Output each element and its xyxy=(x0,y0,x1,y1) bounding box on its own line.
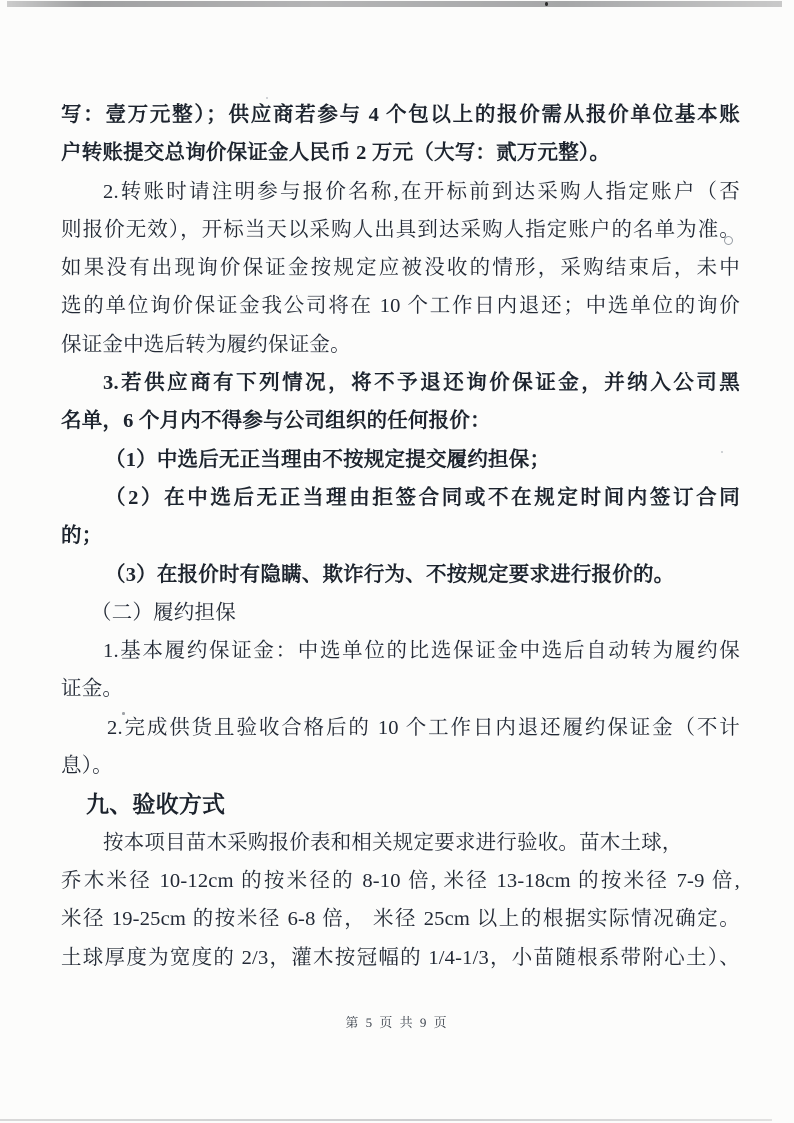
text-line: 名单，6 个月内不得参与公司组织的任何报价： xyxy=(61,410,491,433)
text-line: 3.若供应商有下列情况，将不予退还询价保证金，并纳入公司黑 xyxy=(103,372,740,395)
text-line: 户转账提交总询价保证金人民币 2 万元（大写：贰万元整）。 xyxy=(61,142,611,165)
para-1-basic-performance-deposit xyxy=(61,632,740,709)
text-line: 则报价无效），开标当天以采购人出具到达采购人指定账户的名单为准。 xyxy=(61,218,740,241)
item-1-no-performance-guarantee xyxy=(61,441,740,479)
scan-speck xyxy=(545,2,548,6)
text-line: 按本项目苗木采购报价表和相关规定要求进行验收。苗木土球， xyxy=(103,831,683,854)
text-line: （1）中选后无正当理由不按规定提交履约担保； xyxy=(105,448,551,471)
text-line: 如果没有出现询价保证金按规定应被没收的情形，采购结束后，未中 xyxy=(61,257,740,280)
para-deposit-amount-continued xyxy=(61,96,740,173)
text-line: （3）在报价时有隐瞒、欺诈行为、不按规定要求进行报价的。 xyxy=(105,563,675,586)
text-line: 乔木米径 10-12cm 的按米径的 8-10 倍, 米径 13-18cm 的按米径 7-9 倍, xyxy=(61,869,740,892)
document-body xyxy=(61,96,740,977)
heading-9-acceptance-method xyxy=(61,785,740,823)
text-line: 2.完成供货且验收合格后的 10 个工作日内退还履约保证金（不计 xyxy=(107,716,740,739)
text-line: 土球厚度为宽度的 2/3，灌木按冠幅的 1/4-1/3，小苗随根系带附心土）、 xyxy=(61,946,740,969)
text-line: 米径 19-25cm 的按米径 6-8 倍， 米径 25cm 以上的根据实际情况确定。 xyxy=(61,908,740,931)
text-line: 九、验收方式 xyxy=(86,791,226,818)
text-line: 写：壹万元整）；供应商若参与 4 个包以上的报价需从报价单位基本账 xyxy=(61,104,740,126)
para-2-transfer-instructions xyxy=(61,173,740,364)
scan-edge-bottom xyxy=(0,1119,772,1121)
text-line: （二）履约担保 xyxy=(91,601,236,624)
page-number-footer: 第 5 页 共 9 页 xyxy=(345,1015,449,1030)
para-section-2-performance-guarantee xyxy=(61,594,740,632)
text-line: 1.基本履约保证金：中选单位的比选保证金中选后自动转为履约保 xyxy=(103,640,740,663)
text-line: （2）在中选后无正当理由拒签合同或不在规定时间内签订合同 xyxy=(105,486,740,509)
text-line: 证金。 xyxy=(61,678,124,701)
text-line: 息）。 xyxy=(61,755,113,778)
item-2-refuse-contract xyxy=(61,479,740,556)
text-line: 2.转账时请注明参与报价名称,在开标前到达采购人指定账户（否 xyxy=(103,180,740,203)
text-line: 的； xyxy=(61,525,103,548)
para-3-forfeit-conditions-intro xyxy=(61,364,740,441)
para-2-deposit-refund xyxy=(61,709,740,786)
text-line: 选的单位询价保证金我公司将在 10 个工作日内退还；中选单位的询价 xyxy=(61,295,740,318)
text-line: 保证金中选后转为履约保证金。 xyxy=(61,333,351,356)
para-acceptance-rules xyxy=(61,824,740,977)
scan-edge-top xyxy=(7,1,782,7)
item-3-fraud-quotation xyxy=(61,556,740,594)
